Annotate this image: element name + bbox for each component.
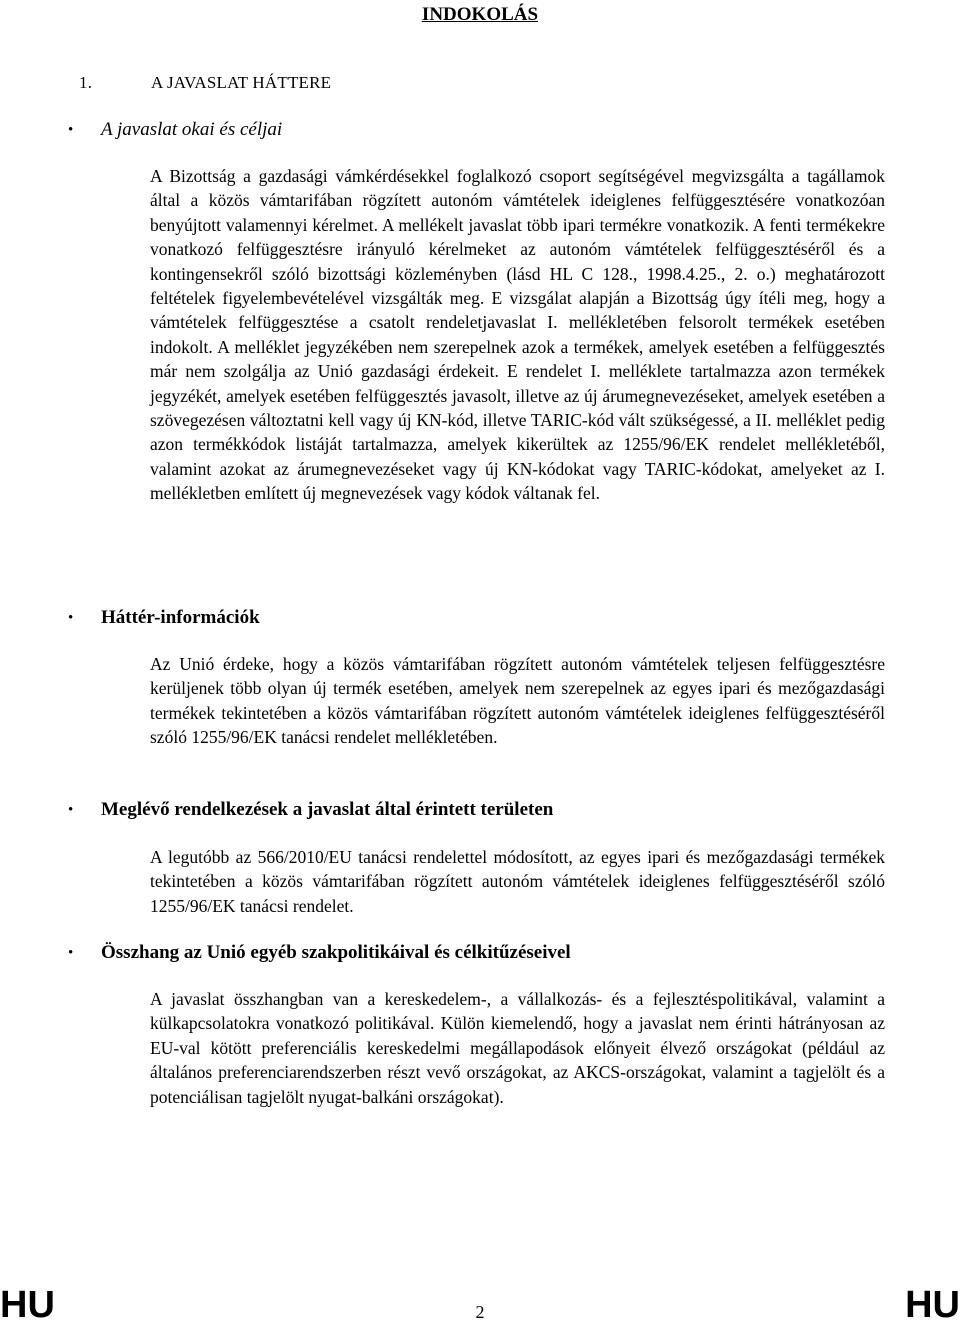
- paragraph-segment: E rendelet I. melléklete tartalmazza azon termékek jegyzékét, amelyek esetében felfüggesztés javasolt, illetve az új árumegnevezéseket, amelyek esetében a szövegezésen változtatni kell vagy új KN-kód, illetve TARIC-kód vált szükségessé, a II. melléklet pedig azon termékkódok listáját tartalmazza, amelyek kikerültek az 1255/96/EK rendelet mellékletéből, valamint azokat az árumegnevezéseket vagy új KN-kódokat vagy TARIC-kódokat, amelyeket az I. mellékletben említett új megnevezések vagy kódok váltanak fel.: [150, 361, 886, 504]
- bullet-icon: •: [68, 610, 74, 626]
- paragraph-hatter: [150, 652, 885, 750]
- paragraph-segment: A fenti termékekre vonatkozó felfüggesztésre irányuló kérelmeket az autonóm vámtételek felfüggesztéséről és a kontingensekről szóló bizottsági közleményben (lásd HL C 128., 1998.4.25., 2. o.) meghatározott feltételek figyelembevételével vizsgálták meg.: [150, 214, 885, 309]
- bullet-icon: •: [68, 802, 74, 818]
- page-title: INDOKOLÁS: [421, 4, 539, 25]
- paragraph-segment: Az Unió érdeke, hogy a közös vámtarifában rögzített autonóm vámtételek teljesen felfüggesztésre kerüljenek több olyan új termék esetében, amelyek nem szerepelnek az egyes ipari és mezőgazdasági termékek tekintetében a közös vámtarifában rögzített autonóm vámtételek ideiglenes felfüggesztéséről szóló 1255/96/EK tanácsi rendelet mellékletében.: [150, 654, 885, 748]
- paragraph-meglevo: [150, 845, 885, 918]
- bullet-label: A javaslat okai és céljai: [101, 119, 283, 140]
- paragraph-segment: A Bizottság a gazdasági vámkérdésekkel foglalkozó csoport segítségével megvizsgálta a tagállamok által a közös vámtarifában rögzített autonóm vámtételek ideiglenes felfüggesztésére vonatkozóan benyújtott valamennyi kérelmet. A mellékelt javaslat több ipari termékre vonatkozik.: [150, 166, 885, 235]
- section-heading: [79, 72, 331, 94]
- paragraph-segment: E vizsgálat alapján a Bizottság úgy ítéli meg, hogy a vámtételek felfüggesztése a csatolt rendeletjavaslat I. mellékletében felsorolt termékek esetében indokolt.: [150, 288, 886, 357]
- bullet-icon: •: [68, 945, 74, 961]
- bullet-icon: •: [68, 122, 74, 138]
- paragraph-segment: A legutóbb az 566/2010/EU tanácsi rendelettel módosított, az egyes ipari és mezőgazdasági termékek tekintetében a közös vámtarifában rögzített autonóm vámtételek ideiglenes felfüggesztéséről szóló 1255/96/EK tanácsi rendelet.: [150, 847, 885, 916]
- section-title: A JAVASLAT HÁTTERE: [151, 73, 332, 92]
- footer-language-right: HU: [905, 1284, 960, 1326]
- paragraph-okai: [150, 164, 885, 506]
- paragraph-osszhang: [150, 987, 885, 1109]
- bullet-label: Összhang az Unió egyéb szakpolitikáival és célkitűzéseivel: [101, 942, 571, 963]
- section-number: 1.: [79, 73, 93, 92]
- paragraph-segment: A melléklet jegyzékében nem szerepelnek azok a termékek, amelyek esetében a felfüggesztés már nem szolgálja az Unió gazdasági érdekeit.: [150, 336, 885, 382]
- bullet-label: Meglévő rendelkezések a javaslat által érintett területen: [101, 799, 554, 820]
- footer-language-left: HU: [0, 1284, 55, 1326]
- paragraph-segment: A javaslat összhangban van a kereskedelem-, a vállalkozás- és a fejlesztéspolitikával, valamint a külkapcsolatokra vonatkozó politikával. Külön kiemelendő, hogy a javaslat nem érinti hátrányosan az EU-val kötött preferenciális kereskedelmi megállapodások előnyeit élvező országokat (például az általános preferenciarendszerben részt vevő országokat, az AKCS-országokat, valamint a tagjelölt és a potenciálisan tagjelölt nyugat-balkáni országokat).: [150, 989, 885, 1107]
- bullet-label: Háttér-információk: [101, 607, 260, 628]
- page-number: 2: [475, 1302, 485, 1322]
